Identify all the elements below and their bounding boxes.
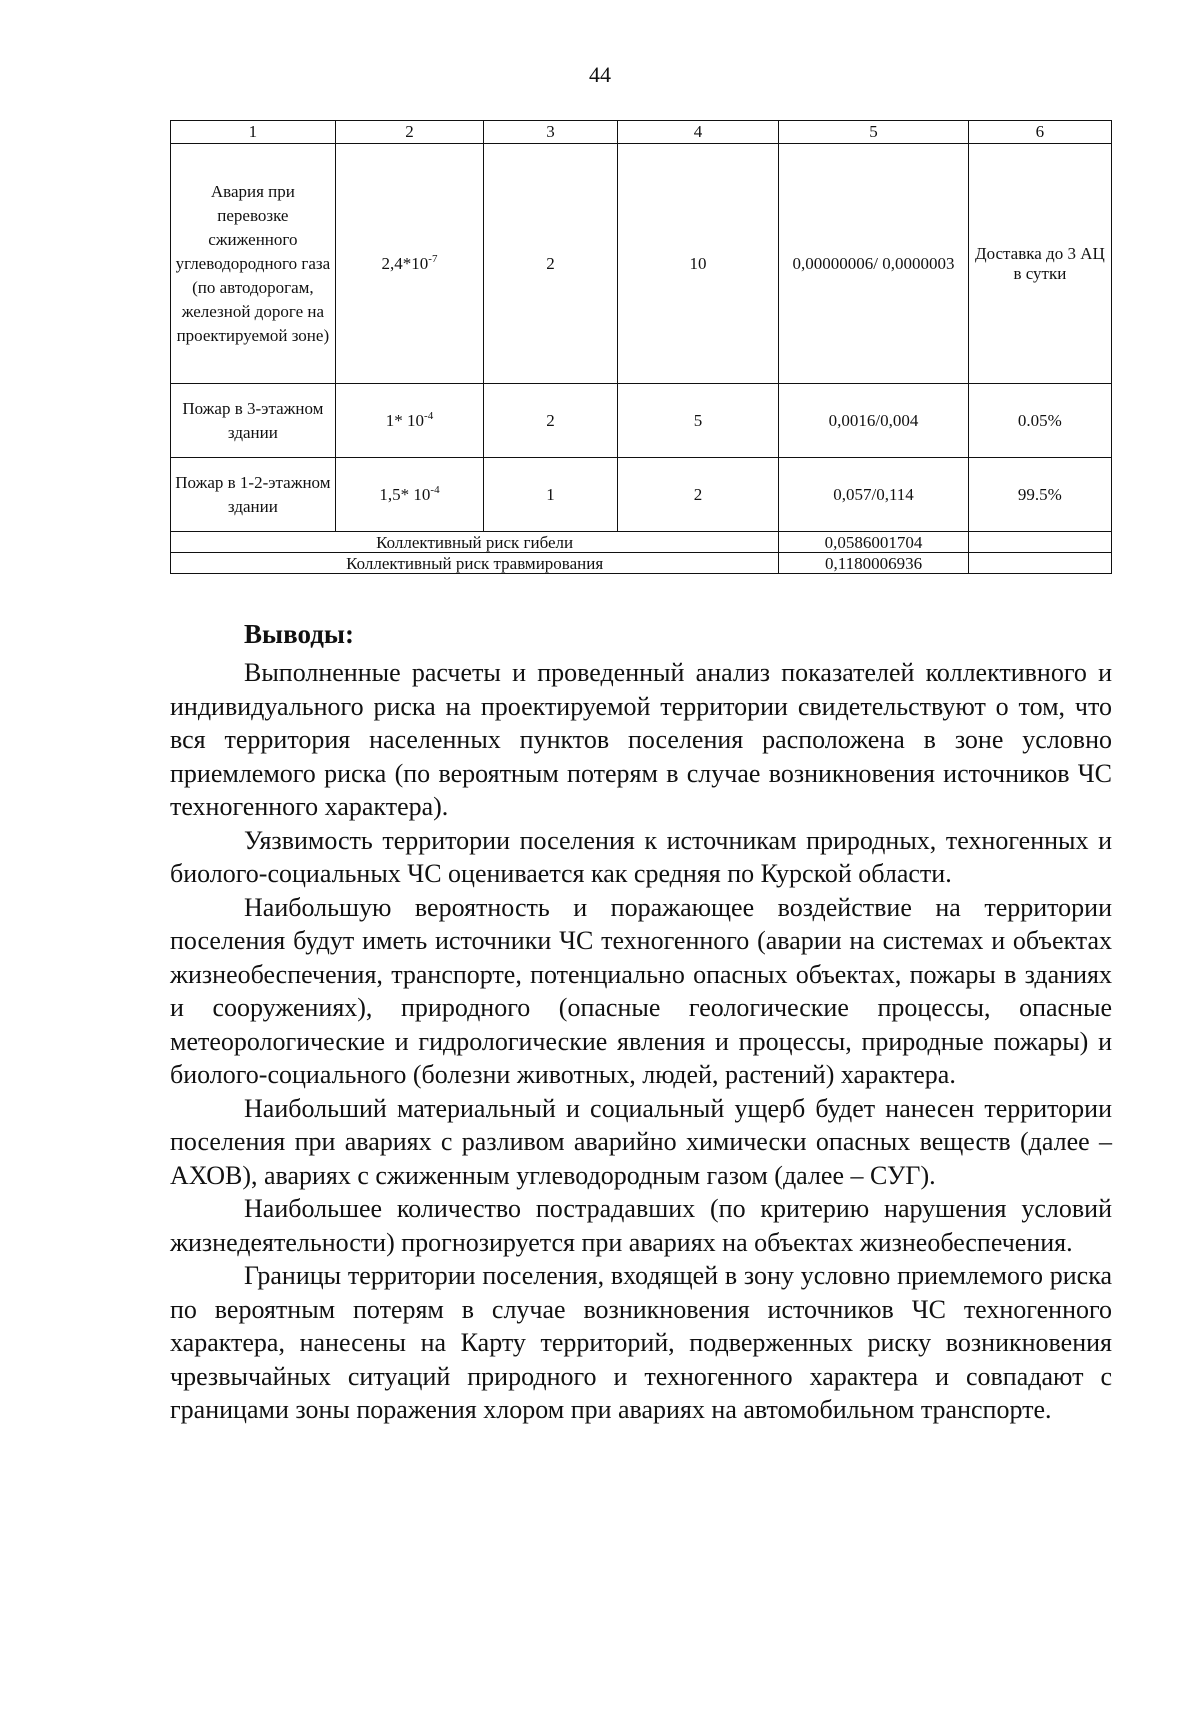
scenario-name: Пожар в 1-2-этажном здании (171, 458, 336, 532)
risk-value-cell: 0,00000006/ 0,0000003 (779, 144, 968, 384)
summary-row (171, 532, 1112, 553)
conclusion-paragraph: Выполненные расчеты и проведенный анализ показателей коллективного и индивидуального риска на проектируемой территории свидетельствуют о том, что вся территория населенных пунктов поселения расположена в зоне условно приемлемого риска (по вероятным потерям в случае возникновения источников ЧС техногенного характера). (170, 658, 1112, 821)
table-cell: 2 (617, 458, 778, 532)
table-row (171, 458, 1112, 532)
summary-label: Коллективный риск гибели (171, 532, 779, 553)
table-cell: 0.05% (968, 384, 1111, 458)
table-cell: Доставка до 3 АЦ в сутки (968, 144, 1111, 384)
risk-value-cell: 0,057/0,114 (779, 458, 968, 532)
summary-row (171, 553, 1112, 574)
table-header-row (171, 121, 1112, 144)
table-cell: 10 (617, 144, 778, 384)
probability-cell: $2,4*10^{-7}$ (335, 144, 484, 384)
header-cell: 4 (617, 121, 778, 144)
probability-cell: 1,5* $10^{-4}$ (335, 458, 484, 532)
summary-value: 0,0586001704 (779, 532, 968, 553)
table-cell: 5 (617, 384, 778, 458)
table-cell: 99.5% (968, 458, 1111, 532)
table-cell: 2 (484, 144, 618, 384)
header-cell: 6 (968, 121, 1111, 144)
probability-cell: 1* $10^{-4}$ (335, 384, 484, 458)
conclusion-paragraph: Границы территории поселения, входящей в зону условно приемлемого риска по вероятным потерям в случае возникновения источников ЧС техногенного характера, нанесены на Карту территорий, подверженных риску возникновения чрезвычайных ситуаций природного и техногенного характера и совпадают с границами зоны поражения хлором при авариях на автомобильном транспорте. (170, 1261, 1112, 1424)
header-cell: 5 (779, 121, 968, 144)
risk-value-cell: 0,0016/0,004 (779, 384, 968, 458)
conclusion-paragraph: Наибольший материальный и социальный ущерб будет нанесен территории поселения при авариях с разливом аварийно химически опасных веществ (далее – АХОВ), авариях с сжиженным углеводородным газом (далее – СУГ). (170, 1093, 1112, 1190)
conclusion-paragraph: Наибольшее количество пострадавших (по критерию нарушения условий жизнедеятельности) прогнозируется при авариях на объектах жизнеобеспечения. (170, 1194, 1112, 1257)
empty-cell (968, 553, 1111, 574)
conclusion-paragraph: Наибольшую вероятность и поражающее воздействие на территории поселения будут иметь источники ЧС техногенного (аварии на системах и объектах жизнеобеспечения, транспорте, потенциально опасных объектах, пожары в зданиях и сооружениях), природного (опасные геологические процессы, опасные метеорологические и гидрологические явления и процессы, природные пожары) и биолого-социального (болезни животных, людей, растений) характера. (170, 892, 1112, 1089)
risk-table (170, 120, 1112, 574)
conclusions-heading: Выводы: (244, 619, 354, 649)
summary-value: 0,1180006936 (779, 553, 968, 574)
table-row (171, 384, 1112, 458)
empty-cell (968, 532, 1111, 553)
header-cell: 1 (171, 121, 336, 144)
header-cell: 2 (335, 121, 484, 144)
conclusions-section (170, 618, 1112, 1427)
table-cell: 2 (484, 384, 618, 458)
scenario-name: Пожар в 3-этажном здании (171, 384, 336, 458)
summary-label: Коллективный риск травмирования (171, 553, 779, 574)
table-row (171, 144, 1112, 384)
conclusion-paragraph: Уязвимость территории поселения к источникам природных, техногенных и биолого-социальных ЧС оценивается как средняя по Курской области. (170, 825, 1112, 888)
table-cell: 1 (484, 458, 618, 532)
scenario-name: Авария при перевозке сжиженного углеводородного газа (по автодорогам, железной дороге на проектируемой зоне) (171, 144, 336, 384)
page-number: 44 (589, 62, 611, 87)
header-cell: 3 (484, 121, 618, 144)
